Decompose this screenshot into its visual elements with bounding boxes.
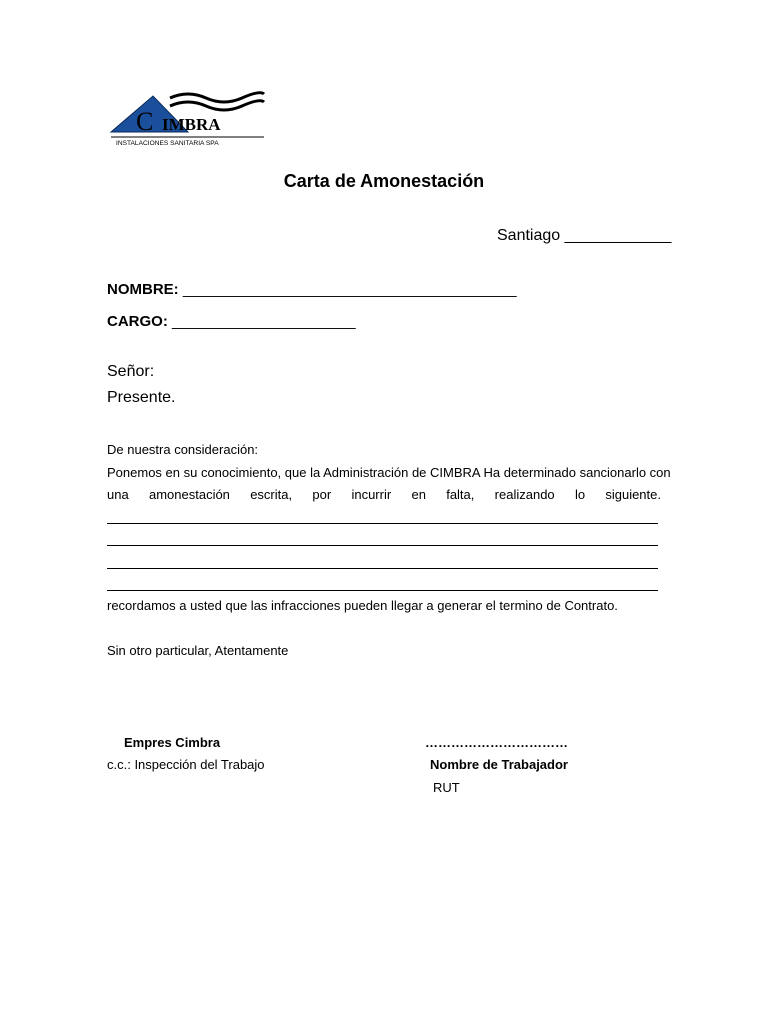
nombre-blank: ________________________________________ bbox=[182, 281, 517, 298]
city-date-line: Santiago ____________ bbox=[497, 227, 672, 244]
logo-brand-c: C bbox=[136, 107, 154, 136]
cargo-field bbox=[107, 313, 356, 330]
company-signature: Empres Cimbra bbox=[124, 735, 221, 750]
worker-name-label: Nombre de Trabajador bbox=[430, 757, 568, 772]
nombre-field bbox=[107, 281, 517, 298]
farewell-text: Sin otro particular, Atentamente bbox=[107, 643, 289, 658]
blank-line bbox=[107, 568, 658, 569]
letter-title: Carta de Amonestación bbox=[283, 171, 485, 191]
salutation-senor: Señor: bbox=[107, 363, 155, 380]
logo-wave-1 bbox=[170, 93, 264, 102]
cargo-blank: ______________________ bbox=[172, 313, 356, 330]
blank-line bbox=[107, 523, 658, 524]
closing-note: recordamos a usted que las infracciones pueden llegar a generar el termino de Contrato. bbox=[107, 598, 618, 613]
logo-brand-rest: IMBRA bbox=[162, 115, 221, 134]
logo-subtitle: INSTALACIONES SANITARIA SPA bbox=[116, 140, 219, 147]
cc-line: c.c.: Inspección del Trabajo bbox=[107, 757, 265, 772]
body-line-1: Ponemos en su conocimiento, que la Administración de CIMBRA Ha determinado sancionarlo con bbox=[107, 465, 671, 480]
nombre-label: NOMBRE: bbox=[107, 281, 179, 298]
cargo-label: CARGO: bbox=[107, 313, 168, 330]
greeting-text: De nuestra consideración: bbox=[107, 442, 259, 457]
blank-line bbox=[107, 545, 658, 546]
body-line-2: una amonestación escrita, por incurrir en falta, realizando lo siguiente. bbox=[107, 487, 661, 502]
rut-label: RUT bbox=[433, 780, 460, 795]
blank-line bbox=[107, 590, 658, 591]
cimbra-logo bbox=[108, 88, 268, 150]
signature-dots: …………………………… bbox=[425, 735, 568, 750]
salutation-presente: Presente. bbox=[107, 389, 176, 406]
